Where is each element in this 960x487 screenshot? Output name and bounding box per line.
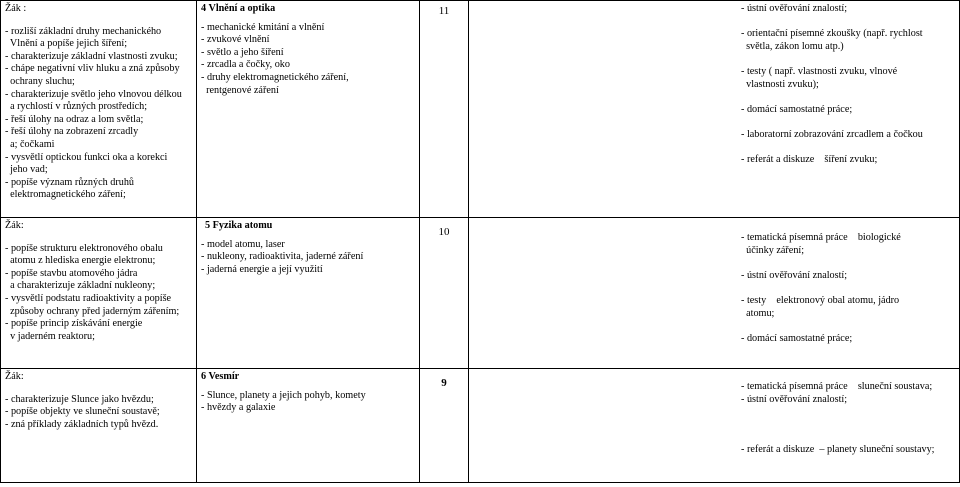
list-gap [741, 406, 955, 419]
list-item: - popíše význam různých druhů [5, 176, 135, 188]
list-item: - řeší úlohy na odraz a lom světla; [5, 113, 144, 125]
hours-cell [420, 369, 469, 483]
topic-cell [197, 218, 420, 369]
outcomes-list [5, 243, 192, 344]
list-item: atomu z hlediska energie elektronu; [5, 255, 156, 267]
list-item: rentgenové záření [201, 84, 279, 96]
list-item: - rozliší základní druhy mechanického [5, 25, 162, 37]
list-item: v jaderném reaktoru; [5, 330, 95, 342]
list-item: - mechanické kmitání a vlnění [201, 21, 325, 33]
list-item: - referát a diskuze – planety sluneční soustavy; [741, 443, 935, 455]
hours-value: 11 [438, 5, 450, 17]
outcomes-cell [1, 369, 197, 483]
list-gap [741, 53, 955, 66]
list-gap [741, 320, 955, 333]
list-item: - vysvětlí optickou funkci oka a korekci [5, 151, 168, 163]
student-label: Žák : [5, 3, 27, 14]
outcomes-list [5, 26, 192, 202]
list-item: - vysvětlí podstatu radioaktivity a popíše [5, 292, 172, 304]
list-item: - domácí samostatné práce; [741, 332, 853, 344]
outcomes-cell [1, 218, 197, 369]
list-gap [741, 431, 955, 444]
list-item: - světlo a jeho šíření [201, 46, 284, 58]
topic-items [201, 390, 415, 415]
hours-cell [420, 1, 469, 218]
list-item: - chápe negativní vliv hluku a zná způsoby [5, 63, 180, 75]
list-gap [741, 282, 955, 295]
list-item: - model atomu, laser [201, 238, 285, 250]
list-item: - řeší úlohy na zobrazení zrcadly [5, 126, 139, 138]
list-item: - ústní ověřování znalostí; [741, 269, 848, 281]
evaluation-list [741, 381, 955, 457]
evaluation-cell [469, 218, 960, 369]
evaluation-cell [469, 1, 960, 218]
list-gap [741, 419, 955, 432]
list-item: - ústní ověřování znalostí; [741, 3, 848, 14]
list-gap [741, 142, 955, 155]
list-item: - druhy elektromagnetického záření, [201, 71, 349, 83]
topic-title: 4 Vlnění a optika [201, 3, 276, 14]
topic-items [201, 239, 415, 277]
topic-items [201, 22, 415, 98]
list-item: a charakterizuje základní nukleony; [5, 280, 156, 292]
list-item: - domácí samostatné práce; [741, 103, 853, 115]
list-item: - testy elektronový obal atomu, jádro [741, 294, 900, 306]
list-item: - popíše princip získávání energie [5, 318, 143, 330]
list-item: - ústní ověřování znalostí; [741, 393, 848, 405]
outcomes-list [5, 394, 192, 432]
student-label: Žák: [5, 220, 24, 231]
evaluation-list [741, 3, 955, 167]
list-item: jeho vad; [5, 164, 48, 176]
outcomes-cell [1, 1, 197, 218]
list-item: Vlnění a popíše jejich šíření; [5, 38, 128, 50]
topic-cell [197, 1, 420, 218]
list-item: - jaderná energie a její využití [201, 263, 323, 275]
list-item: - tematická písemná práce biologické [741, 232, 901, 243]
list-item: - popíše strukturu elektronového obalu [5, 242, 163, 254]
list-item: světla, zákon lomu atp.) [741, 40, 844, 52]
list-item: - charakterizuje světlo jeho vlnovou délkou [5, 88, 182, 100]
list-item: - referát a diskuze šíření zvuku; [741, 154, 878, 166]
topic-title: 5 Fyzika atomu [205, 220, 273, 231]
list-item: - zvukové vlnění [201, 34, 270, 46]
list-item: - orientační písemné zkoušky (např. rychlost [741, 28, 923, 40]
topic-cell [197, 369, 420, 483]
evaluation-list [741, 232, 955, 345]
list-item: - testy ( např. vlastnosti zvuku, vlnové [741, 65, 898, 77]
list-item: a; čočkami [5, 138, 55, 150]
list-gap [741, 91, 955, 104]
evaluation-cell [469, 369, 960, 483]
list-item: způsoby ochrany před jaderným zářením; [5, 305, 180, 317]
topic-title: 6 Vesmír [201, 371, 240, 382]
hours-cell [420, 218, 469, 369]
list-item: - zná příklady základních typů hvězd. [5, 418, 159, 430]
student-label: Žák: [5, 371, 24, 382]
list-item: - hvězdy a galaxie [201, 402, 276, 414]
list-item: - nukleony, radioaktivita, jaderné záření [201, 251, 364, 263]
table-row [1, 369, 960, 483]
list-gap [741, 16, 955, 29]
table-row [1, 218, 960, 369]
list-item: - charakterizuje Slunce jako hvězdu; [5, 393, 154, 405]
hours-value: 10 [438, 226, 450, 238]
hours-value: 9 [441, 377, 447, 389]
list-gap [741, 116, 955, 129]
list-item: - zrcadla a čočky, oko [201, 59, 290, 71]
list-item: atomu; [741, 307, 775, 319]
list-item: - tematická písemná práce sluneční soustava; [741, 381, 933, 392]
list-item: - popíše objekty ve sluneční soustavě; [5, 406, 160, 418]
list-item: elektromagnetického záření; [5, 189, 126, 201]
list-item: a rychlostí v různých prostředích; [5, 101, 148, 113]
table-row [1, 1, 960, 218]
list-item: - charakterizuje základní vlastnosti zvuku; [5, 50, 178, 62]
list-item: - laboratorní zobrazování zrcadlem a čočkou [741, 128, 923, 140]
list-item: - Slunce, planety a jejich pohyb, komety [201, 389, 366, 401]
list-item: - popíše stavbu atomového jádra [5, 267, 138, 279]
list-item: účinky záření; [741, 244, 805, 256]
list-gap [741, 257, 955, 270]
list-item: ochrany sluchu; [5, 75, 75, 87]
list-item: vlastnosti zvuku); [741, 78, 819, 90]
